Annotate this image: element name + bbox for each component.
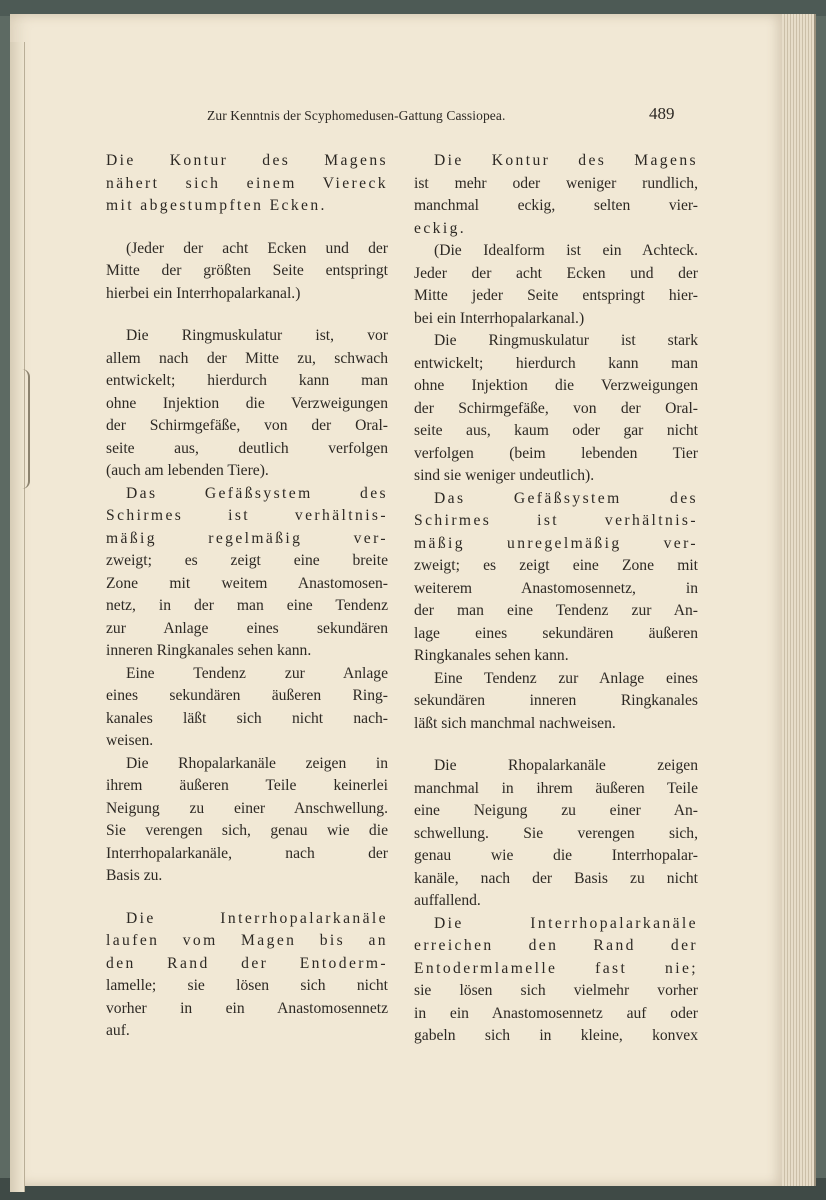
text-line: gabeln sich in kleine, konvex xyxy=(414,1027,698,1044)
text-line: Eine Tendenz zur Anlage xyxy=(126,664,388,682)
text-line: Die Ringmuskulatur ist, vor xyxy=(126,327,388,344)
text-line: Die Rhopalarkanäle zeigen in xyxy=(126,754,388,772)
text-line: Entodermlamelle fast nie; xyxy=(414,959,698,977)
text-line: lamelle; sie lösen sich nicht xyxy=(106,977,388,994)
text-line: Schirmes ist verhältnis- xyxy=(414,512,698,529)
text-line: Die Interrhopalarkanäle xyxy=(126,909,388,927)
text-line: mäßig regelmäßig ver- xyxy=(106,529,388,547)
text-line: Jeder der acht Ecken und der xyxy=(414,264,698,282)
text-line: entwickelt; hierdurch kann man xyxy=(106,372,388,389)
text-line: Eine Tendenz zur Anlage eines xyxy=(434,669,698,687)
text-line: ohne Injektion die Verzweigungen xyxy=(106,394,388,412)
text-line: auffallend. xyxy=(414,892,481,909)
text-line: zweigt; es zeigt eine Zone mit xyxy=(414,557,698,574)
text-line: nähert sich einem Viereck xyxy=(106,174,388,192)
text-line: mäßig unregelmäßig ver- xyxy=(414,534,698,552)
text-line: Neigung zu einer Anschwellung. xyxy=(106,799,388,817)
text-line: manchmal in ihrem äußeren Teile xyxy=(414,779,698,797)
text-line: Das Gefäßsystem des xyxy=(434,489,698,507)
text-line: Die Ringmuskulatur ist stark xyxy=(434,332,698,349)
text-line: mit abgestumpften Ecken. xyxy=(106,197,327,214)
text-line: inneren Ringkanales sehen kann. xyxy=(106,642,312,659)
running-header-title: Zur Kenntnis der Scyphomedusen-Gattung Cassiopea. xyxy=(207,108,506,123)
text-line: sie lösen sich vielmehr vorher xyxy=(414,982,698,999)
text-line: allem nach der Mitte zu, schwach xyxy=(106,349,388,367)
text-line: weisen. xyxy=(106,732,154,749)
text-line: eine Neigung zu einer An- xyxy=(414,802,698,819)
right-column-text xyxy=(414,150,698,1048)
text-line: manchmal eckig, selten vier- xyxy=(414,197,698,214)
page-number: 489 xyxy=(649,104,675,123)
text-line: sind sie weniger undeutlich). xyxy=(414,467,595,484)
text-line: vorher in ein Anastomosennetz xyxy=(106,999,388,1017)
text-line: Ringkanales sehen kann. xyxy=(414,647,569,664)
text-line: (auch am lebenden Tiere). xyxy=(106,462,269,479)
text-line: netz, in der man eine Tendenz xyxy=(106,597,388,614)
text-line: schwellung. Sie verengen sich, xyxy=(414,824,698,842)
text-line: den Rand der Entoderm- xyxy=(106,954,388,972)
text-line: Die Kontur des Magens xyxy=(106,152,388,169)
text-line: (Jeder der acht Ecken und der xyxy=(126,239,388,257)
text-line: Schirmes ist verhältnis- xyxy=(106,507,388,524)
text-line: auf. xyxy=(106,1022,130,1039)
text-line: (Die Idealform ist ein Achteck. xyxy=(434,242,698,259)
text-line: kanales läßt sich nicht nach- xyxy=(106,709,388,727)
text-line: lage eines sekundären äußeren xyxy=(414,624,698,642)
text-line: Mitte der größten Seite entspringt xyxy=(106,262,388,279)
text-line: der Schirmgefäße, von der Oral- xyxy=(414,399,698,417)
text-line: der Schirmgefäße, von der Oral- xyxy=(106,417,388,434)
text-line: ihrem äußeren Teile keinerlei xyxy=(106,777,388,794)
text-line: eckig. xyxy=(414,219,467,237)
text-line: bei ein Interrhopalarkanal.) xyxy=(414,309,585,327)
text-line: sekundären inneren Ringkanales xyxy=(414,692,698,709)
text-line: verfolgen (beim lebenden Tier xyxy=(414,444,698,462)
text-line: Basis zu. xyxy=(106,867,163,884)
text-line: erreichen den Rand der xyxy=(414,937,698,954)
text-line: seite aus, kaum oder gar nicht xyxy=(414,422,698,439)
left-column-text xyxy=(106,150,388,1043)
text-line: ist mehr oder weniger rundlich, xyxy=(414,174,698,192)
text-line: ohne Injektion die Verzweigungen xyxy=(414,377,698,394)
text-line: Sie verengen sich, genau wie die xyxy=(106,822,388,839)
text-line: laufen vom Magen bis an xyxy=(106,932,388,949)
text-line: genau wie die Interrhopalar- xyxy=(414,847,698,864)
text-line: kanäle, nach der Basis zu nicht xyxy=(414,869,698,887)
text-line: Die Rhopalarkanäle zeigen xyxy=(434,757,698,774)
text-line: zweigt; es zeigt eine breite xyxy=(106,552,388,569)
text-line: Das Gefäßsystem des xyxy=(126,484,388,502)
text-line: eines sekundären äußeren Ring- xyxy=(106,687,388,704)
text-line: weiterem Anastomosennetz, in xyxy=(414,579,698,597)
page-crease xyxy=(20,369,30,489)
text-line: zur Anlage eines sekundären xyxy=(106,619,388,637)
text-line: in ein Anastomosennetz auf oder xyxy=(414,1004,698,1022)
previous-page-edge xyxy=(10,42,25,1192)
text-line: Die Kontur des Magens xyxy=(434,152,698,169)
text-line: Interrhopalarkanäle, nach der xyxy=(106,844,388,862)
text-line: Mitte jeder Seite entspringt hier- xyxy=(414,287,698,304)
text-line: der man eine Tendenz zur An- xyxy=(414,602,698,619)
text-line: Zone mit weitem Anastomosen- xyxy=(106,574,388,592)
text-line: hierbei ein Interrhopalarkanal.) xyxy=(106,284,301,302)
text-line: seite aus, deutlich verfolgen xyxy=(106,439,388,457)
text-line: läßt sich manchmal nachweisen. xyxy=(414,714,616,732)
text-line: Die Interrhopalarkanäle xyxy=(434,914,698,932)
text-line: entwickelt; hierdurch kann man xyxy=(414,354,698,372)
